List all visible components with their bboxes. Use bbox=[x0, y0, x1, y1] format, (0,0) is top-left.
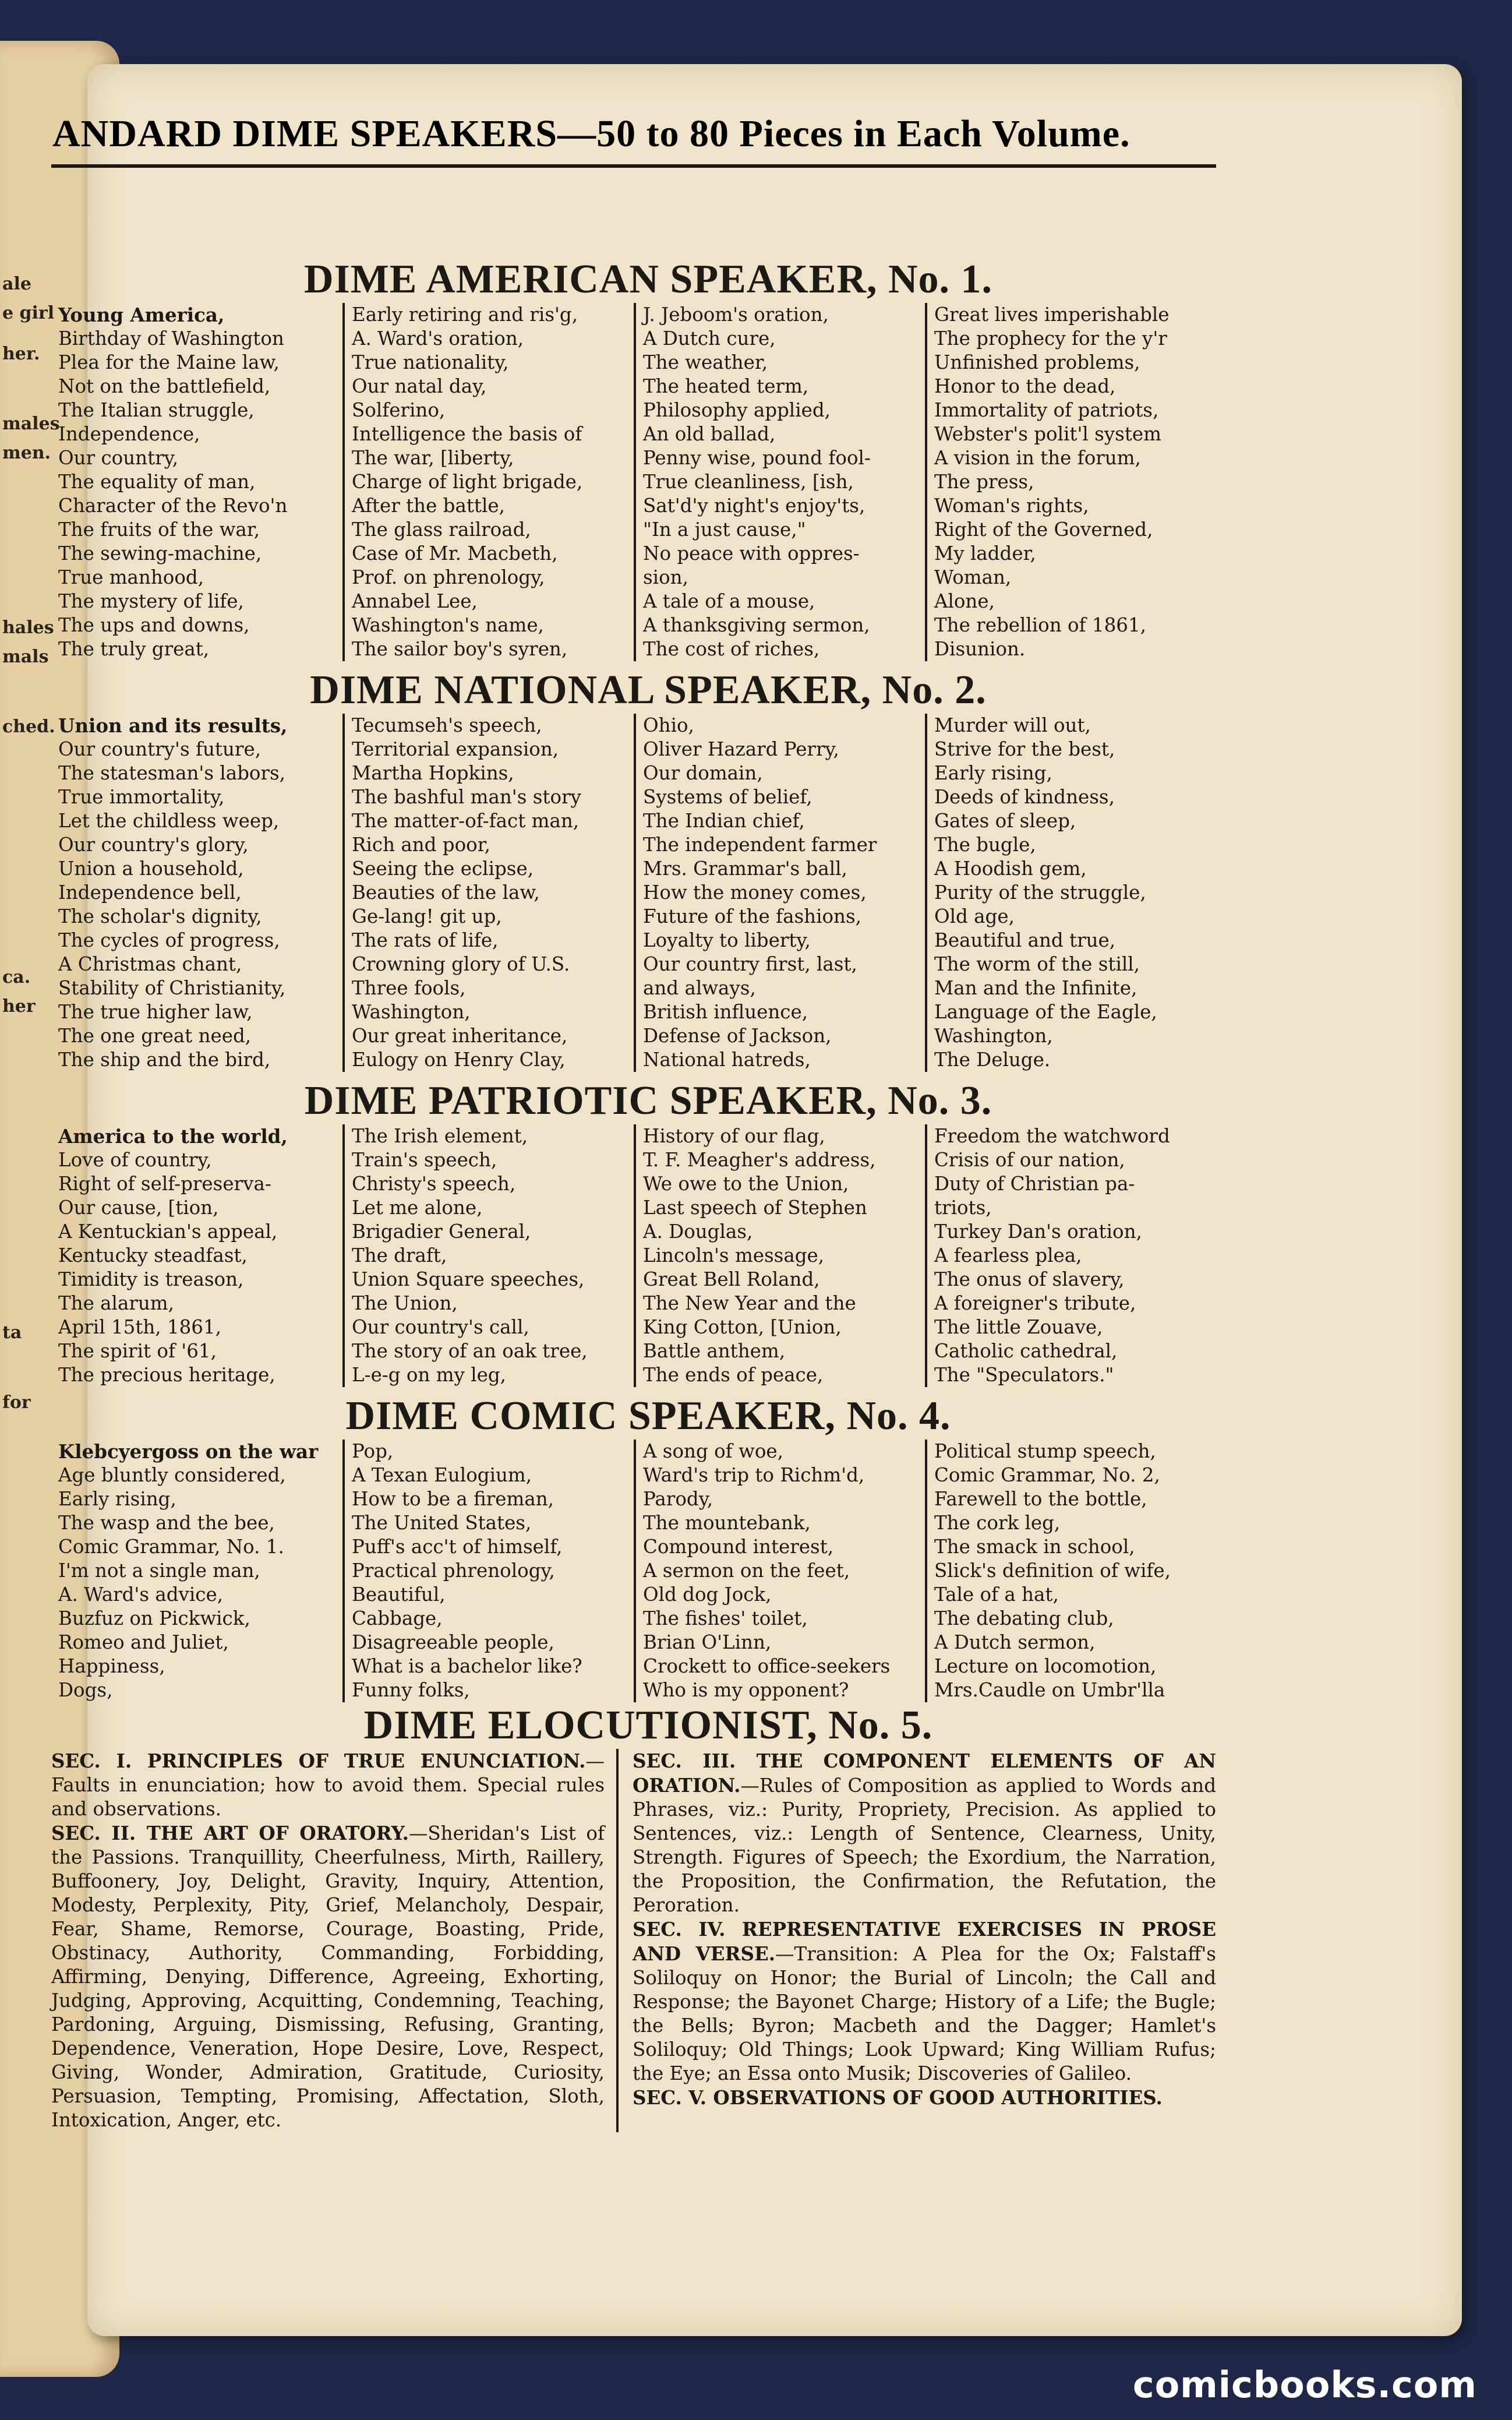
speech-title: The Irish element, bbox=[352, 1125, 528, 1147]
speech-title: An old ballad, bbox=[643, 423, 776, 445]
column bbox=[342, 303, 634, 661]
speech-title: Duty of Christian pa- bbox=[934, 1173, 1135, 1195]
speech-title: The ends of peace, bbox=[643, 1364, 824, 1386]
speech-title: and always, bbox=[643, 977, 756, 999]
speech-title: Annabel Lee, bbox=[352, 590, 478, 612]
speech-title: Language of the Eagle, bbox=[934, 1001, 1157, 1023]
speech-title: The "Speculators." bbox=[934, 1364, 1114, 1386]
speech-title: The Deluge. bbox=[934, 1049, 1051, 1071]
speech-title: True manhood, bbox=[58, 566, 204, 588]
section-title: DIME NATIONAL SPEAKER, No. 2. bbox=[310, 668, 987, 712]
speech-title: Birthday of Washington bbox=[58, 327, 284, 350]
speech-title: Our country first, last, bbox=[643, 953, 857, 975]
elocutionist-right-column bbox=[616, 1749, 1216, 2132]
speech-title: The heated term, bbox=[643, 375, 809, 397]
elocution-section-heading: SEC. I. PRINCIPLES OF TRUE ENUNCIATION. bbox=[51, 1749, 586, 1772]
speech-title: Beauties of the law, bbox=[352, 881, 540, 904]
speech-title: Turkey Dan's oration, bbox=[934, 1220, 1142, 1243]
speech-title: History of our flag, bbox=[643, 1125, 825, 1147]
speech-title: King Cotton, [Union, bbox=[643, 1316, 842, 1338]
speech-title: triots, bbox=[934, 1197, 992, 1219]
speech-title: The war, [liberty, bbox=[352, 447, 514, 469]
elocution-section bbox=[633, 2086, 1216, 2110]
elocution-section bbox=[51, 1821, 605, 2132]
speech-title: A Dutch sermon, bbox=[934, 1631, 1096, 1653]
speech-title: The precious heritage, bbox=[58, 1364, 275, 1386]
speech-title: Early rising, bbox=[934, 762, 1052, 784]
speech-title: Unfinished problems, bbox=[934, 351, 1140, 373]
speech-title: Who is my opponent? bbox=[643, 1679, 849, 1701]
column bbox=[634, 1440, 925, 1702]
speech-title: Washington, bbox=[934, 1025, 1053, 1047]
speech-title: Charge of light brigade, bbox=[352, 471, 583, 493]
speech-title: Battle anthem, bbox=[643, 1340, 786, 1362]
speech-title: Seeing the eclipse, bbox=[352, 858, 534, 880]
speech-title: National hatreds, bbox=[643, 1049, 811, 1071]
speech-title: Old dog Jock, bbox=[643, 1583, 772, 1606]
elocutionist-left-column bbox=[51, 1749, 616, 2132]
speech-title: Stability of Christianity, bbox=[58, 977, 286, 999]
speech-title: Our country's call, bbox=[352, 1316, 529, 1338]
speech-title: We owe to the Union, bbox=[643, 1173, 849, 1195]
speech-title: Christy's speech, bbox=[352, 1173, 516, 1195]
speech-title: Our great inheritance, bbox=[352, 1025, 568, 1047]
speech-title: Martha Hopkins, bbox=[352, 762, 514, 784]
speech-title: A Christmas chant, bbox=[58, 953, 242, 975]
speech-title: Early retiring and ris'g, bbox=[352, 304, 578, 326]
facing-page-fragment: her. bbox=[2, 344, 40, 364]
speech-title: The Italian struggle, bbox=[58, 399, 255, 421]
column bbox=[925, 1124, 1216, 1387]
speech-title: Great Bell Roland, bbox=[643, 1268, 820, 1290]
speech-title: Woman's rights, bbox=[934, 495, 1089, 517]
column bbox=[634, 714, 925, 1072]
speech-title: Mrs. Grammar's ball, bbox=[643, 858, 847, 880]
speech-title: How to be a fireman, bbox=[352, 1488, 554, 1510]
speech-title: Disagreeable people, bbox=[352, 1631, 554, 1653]
speech-title: Young America, bbox=[58, 304, 225, 326]
speech-title: Cabbage, bbox=[352, 1607, 443, 1629]
elocution-section-text: —Rules of Composition as applied to Words and Phrases, viz.: Purity, Propriety, Precision. As applied to Sentences, viz.: Length of Sentence, Clearness, Unity, Strength. Figures of Speech; the Exordium, the Narration, the Proposition, the Confirmation, the Refutation, the Peroration. bbox=[633, 1775, 1216, 1916]
speech-title: Ge-lang! git up, bbox=[352, 905, 502, 927]
section-columns bbox=[51, 1440, 1216, 1702]
speech-title: The truly great, bbox=[58, 638, 210, 660]
speech-title: Our country's glory, bbox=[58, 834, 249, 856]
speech-title: True nationality, bbox=[352, 351, 509, 373]
elocution-section-heading: SEC. III. THE COMPONENT ELEMENTS OF AN ORATION. bbox=[633, 1749, 1216, 1797]
elocution-section-heading: SEC. IV. REPRESENTATIVE EXERCISES IN PROSE AND VERSE. bbox=[633, 1918, 1216, 1965]
speech-title: Train's speech, bbox=[352, 1149, 497, 1171]
speech-title: Mrs.Caudle on Umbr'lla bbox=[934, 1679, 1165, 1701]
elocution-section-text: —Transition: A Plea for the Ox; Falstaff's Soliloquy on Honor; the Burial of Lincoln; the Call and Response; the Bayonet Charge; History of a Life; the Bugle; the Bells; Byron; Macbeth and the Dagger; Hamlet's Soliloquy; Old Things; Look Upward; King William Rufus; the Eye; an Essa onto Musik; Discoveries of Galileo. bbox=[633, 1943, 1216, 2084]
speech-title: Tale of a hat, bbox=[934, 1583, 1059, 1606]
speech-title: Eulogy on Henry Clay, bbox=[352, 1049, 566, 1071]
speech-title: A. Ward's advice, bbox=[58, 1583, 224, 1606]
page-content bbox=[51, 117, 1245, 2132]
speech-title: The alarum, bbox=[58, 1292, 174, 1314]
speech-title: A foreigner's tribute, bbox=[934, 1292, 1136, 1314]
speech-title: Let the childless weep, bbox=[58, 810, 280, 832]
speech-title: The prophecy for the y'r bbox=[934, 327, 1167, 350]
speech-title: A vision in the forum, bbox=[934, 447, 1141, 469]
speech-title: The Indian chief, bbox=[643, 810, 805, 832]
speech-title: Our country's future, bbox=[58, 738, 262, 760]
speech-title: Woman, bbox=[934, 566, 1012, 588]
speech-title: A song of woe, bbox=[643, 1440, 783, 1462]
speech-title: Parody, bbox=[643, 1488, 713, 1510]
elocution-section bbox=[51, 1749, 605, 1821]
speech-title: Independence bell, bbox=[58, 881, 242, 904]
speech-title: Kentucky steadfast, bbox=[58, 1244, 248, 1267]
speech-title: A. Ward's oration, bbox=[352, 327, 524, 350]
elocution-section bbox=[633, 1917, 1216, 2086]
speech-title: No peace with oppres- bbox=[643, 542, 860, 565]
speech-title: The onus of slavery, bbox=[934, 1268, 1125, 1290]
speech-title: Let me alone, bbox=[352, 1197, 483, 1219]
column bbox=[634, 303, 925, 661]
speech-title: Sat'd'y night's enjoy'ts, bbox=[643, 495, 865, 517]
speech-title: Romeo and Juliet, bbox=[58, 1631, 229, 1653]
speech-title: A Kentuckian's appeal, bbox=[58, 1220, 278, 1243]
facing-page-fragment: men. bbox=[2, 443, 51, 463]
speech-title: Systems of belief, bbox=[643, 786, 812, 808]
speech-title: Comic Grammar, No. 1. bbox=[58, 1536, 284, 1558]
speech-title: Washington's name, bbox=[352, 614, 544, 636]
speech-title: The United States, bbox=[352, 1512, 532, 1534]
speech-title: Farewell to the bottle, bbox=[934, 1488, 1147, 1510]
speech-title: Strive for the best, bbox=[934, 738, 1115, 760]
speech-title: A sermon on the feet, bbox=[643, 1560, 850, 1582]
speech-title: Our cause, [tion, bbox=[58, 1197, 219, 1219]
speech-title: Last speech of Stephen bbox=[643, 1197, 867, 1219]
speech-title: Comic Grammar, No. 2, bbox=[934, 1464, 1160, 1486]
speech-title: Age bluntly considered, bbox=[58, 1464, 286, 1486]
elocution-section-text: —Faults in enunciation; how to avoid them. Special rules and observations. bbox=[51, 1750, 605, 1820]
speech-title: Rich and poor, bbox=[352, 834, 491, 856]
speech-title: Alone, bbox=[934, 590, 995, 612]
facing-page-fragment: mals bbox=[2, 647, 49, 667]
speech-title: The true higher law, bbox=[58, 1001, 253, 1023]
column bbox=[51, 1124, 342, 1387]
section-title: DIME PATRIOTIC SPEAKER, No. 3. bbox=[304, 1078, 992, 1123]
speech-title: Brian O'Linn, bbox=[643, 1631, 772, 1653]
facing-page-fragment: ale bbox=[2, 274, 31, 294]
speech-title: Early rising, bbox=[58, 1488, 176, 1510]
speech-title: Our domain, bbox=[643, 762, 763, 784]
facing-page-fragment: for bbox=[2, 1392, 31, 1413]
speech-title: Pop, bbox=[352, 1440, 394, 1462]
page-header: ANDARD DIME SPEAKERS—50 to 80 Pieces in Each Volume. bbox=[52, 112, 1131, 155]
section-columns bbox=[51, 303, 1216, 661]
speech-title: The weather, bbox=[643, 351, 768, 373]
speech-title: Three fools, bbox=[352, 977, 466, 999]
speech-title: Lecture on locomotion, bbox=[934, 1655, 1157, 1677]
speech-title: The sailor boy's syren, bbox=[352, 638, 568, 660]
speech-title: A Dutch cure, bbox=[643, 327, 776, 350]
speech-title: The fishes' toilet, bbox=[643, 1607, 808, 1629]
speech-title: Character of the Revo'n bbox=[58, 495, 288, 517]
speech-title: Not on the battlefield, bbox=[58, 375, 271, 397]
speech-title: Ward's trip to Richm'd, bbox=[643, 1464, 865, 1486]
speech-title: Territorial expansion, bbox=[352, 738, 559, 760]
elocution-section-heading: SEC. V. OBSERVATIONS OF GOOD AUTHORITIES. bbox=[633, 2086, 1163, 2109]
speech-title: Slick's definition of wife, bbox=[934, 1560, 1171, 1582]
speech-title: What is a bachelor like? bbox=[352, 1655, 582, 1677]
speech-title: Union and its results, bbox=[58, 714, 288, 737]
column bbox=[634, 1124, 925, 1387]
speech-title: The bashful man's story bbox=[352, 786, 581, 808]
speech-title: Freedom the watchword bbox=[934, 1125, 1170, 1147]
elocutionist-body bbox=[51, 1749, 1216, 2132]
speech-title: The bugle, bbox=[934, 834, 1036, 856]
speech-title: T. F. Meagher's address, bbox=[643, 1149, 876, 1171]
facing-page-fragment: e girl bbox=[2, 303, 55, 323]
speech-title: Old age, bbox=[934, 905, 1015, 927]
speech-title: A Texan Eulogium, bbox=[352, 1464, 532, 1486]
column bbox=[51, 303, 342, 661]
speech-title: America to the world, bbox=[58, 1125, 288, 1148]
facing-page-fragment: her bbox=[2, 996, 36, 1017]
speech-title: Catholic cathedral, bbox=[934, 1340, 1118, 1362]
speech-title: My ladder, bbox=[934, 542, 1036, 565]
speech-title: Great lives imperishable bbox=[934, 304, 1170, 326]
speech-title: The spirit of '61, bbox=[58, 1340, 217, 1362]
section-title-elocutionist: DIME ELOCUTIONIST, No. 5. bbox=[363, 1703, 933, 1748]
speech-title: Independence, bbox=[58, 423, 200, 445]
speech-title: A Hoodish gem, bbox=[934, 858, 1087, 880]
speech-title: Right of self-preserva- bbox=[58, 1173, 271, 1195]
speech-title: The story of an oak tree, bbox=[352, 1340, 588, 1362]
speech-title: British influence, bbox=[643, 1001, 808, 1023]
speech-title: Brigadier General, bbox=[352, 1220, 531, 1243]
section-columns bbox=[51, 1124, 1216, 1387]
elocution-section bbox=[633, 1749, 1216, 1917]
speech-title: Disunion. bbox=[934, 638, 1026, 660]
speech-title: The press, bbox=[934, 471, 1034, 493]
speech-title: April 15th, 1861, bbox=[58, 1316, 221, 1338]
elocution-section-text: —Sheridan's List of the Passions. Tranquillity, Cheerfulness, Mirth, Raillery, Buffoonery, Joy, Delight, Gravity, Inquiry, Attention, Modesty, Perplexity, Pity, Grief, Melancholy, Despair, Fear, Shame, Remorse, Courage, Boasting, Pride, Obstinacy, Authority, Commanding, Forbidding, Affirming, Denying, Difference, Agreeing, Exhorting, Judging, Approving, Acquitting, Condemning, Teaching, Pardoning, Arguing, Dismissing, Refusing, Granting, Dependence, Veneration, Hope Desire, Love, Respect, Giving, Wonder, Admiration, Gratitude, Curiosity, Persuasion, Tempting, Promising, Affectation, Sloth, Intoxication, Anger, etc. bbox=[51, 1822, 605, 2131]
speech-title: After the battle, bbox=[352, 495, 505, 517]
speech-title: The scholar's dignity, bbox=[58, 905, 262, 927]
column bbox=[925, 1440, 1216, 1702]
speech-title: Dogs, bbox=[58, 1679, 113, 1701]
speech-title: Puff's acc't of himself, bbox=[352, 1536, 563, 1558]
speech-title: Webster's polit'l system bbox=[934, 423, 1161, 445]
speech-title: The equality of man, bbox=[58, 471, 256, 493]
speech-title: Deeds of kindness, bbox=[934, 786, 1115, 808]
speech-title: Man and the Infinite, bbox=[934, 977, 1137, 999]
speech-title: The ship and the bird, bbox=[58, 1049, 271, 1071]
speech-title: Penny wise, pound fool- bbox=[643, 447, 871, 469]
speech-title: The one great need, bbox=[58, 1025, 252, 1047]
speech-title: The Union, bbox=[352, 1292, 458, 1314]
speech-title: Crowning glory of U.S. bbox=[352, 953, 570, 975]
speech-title: A thanksgiving sermon, bbox=[643, 614, 870, 636]
speech-title: The rebellion of 1861, bbox=[934, 614, 1146, 636]
speech-title: The worm of the still, bbox=[934, 953, 1140, 975]
speech-title: True immortality, bbox=[58, 786, 225, 808]
speech-title: Beautiful, bbox=[352, 1583, 446, 1606]
speech-title: The smack in school, bbox=[934, 1536, 1135, 1558]
speech-title: Beautiful and true, bbox=[934, 929, 1116, 951]
speech-title: Intelligence the basis of bbox=[352, 423, 582, 445]
speech-title: Funny folks, bbox=[352, 1679, 470, 1701]
speech-title: Timidity is treason, bbox=[58, 1268, 244, 1290]
facing-page-fragment: hales bbox=[2, 618, 54, 638]
speech-title: Happiness, bbox=[58, 1655, 165, 1677]
column bbox=[342, 1124, 634, 1387]
speech-title: Tecumseh's speech, bbox=[352, 714, 542, 736]
speech-title: J. Jeboom's oration, bbox=[643, 304, 829, 326]
speech-title: Crockett to office-seekers bbox=[643, 1655, 891, 1677]
speech-title: The cork leg, bbox=[934, 1512, 1061, 1534]
speech-title: Union Square speeches, bbox=[352, 1268, 585, 1290]
speech-title: Union a household, bbox=[58, 858, 244, 880]
facing-page-fragment: males bbox=[2, 414, 60, 434]
speech-title: The cycles of progress, bbox=[58, 929, 280, 951]
speech-title: How the money comes, bbox=[643, 881, 867, 904]
speech-title: L-e-g on my leg, bbox=[352, 1364, 507, 1386]
speech-title: Immortality of patriots, bbox=[934, 399, 1159, 421]
speech-title: A fearless plea, bbox=[934, 1244, 1082, 1267]
speech-title: The draft, bbox=[352, 1244, 447, 1267]
speech-title: Klebcyergoss on the war bbox=[58, 1440, 319, 1463]
speech-title: Oliver Hazard Perry, bbox=[643, 738, 839, 760]
speech-title: The mystery of life, bbox=[58, 590, 244, 612]
speech-title: Political stump speech, bbox=[934, 1440, 1156, 1462]
speech-title: Philosophy applied, bbox=[643, 399, 831, 421]
speech-title: Gates of sleep, bbox=[934, 810, 1076, 832]
section-columns bbox=[51, 714, 1216, 1072]
speech-title: Love of country, bbox=[58, 1149, 212, 1171]
column bbox=[342, 714, 634, 1072]
speech-title: The independent farmer bbox=[643, 834, 877, 856]
column bbox=[925, 714, 1216, 1072]
speech-title: Buzfuz on Pickwick, bbox=[58, 1607, 250, 1629]
speech-title: Our country, bbox=[58, 447, 179, 469]
speech-title: Our natal day, bbox=[352, 375, 487, 397]
speech-title: The debating club, bbox=[934, 1607, 1114, 1629]
speech-title: The rats of life, bbox=[352, 929, 499, 951]
speech-title: The little Zouave, bbox=[934, 1316, 1103, 1338]
header-spacer bbox=[51, 117, 1245, 256]
speech-title: Practical phrenology, bbox=[352, 1560, 555, 1582]
speech-title: sion, bbox=[643, 566, 688, 588]
speech-title: True cleanliness, [ish, bbox=[643, 471, 854, 493]
speech-title: Defense of Jackson, bbox=[643, 1025, 832, 1047]
speech-title: "In a just cause," bbox=[643, 518, 806, 541]
facing-page-fragment: ta bbox=[2, 1322, 22, 1343]
facing-page-fragment: ca. bbox=[2, 967, 31, 987]
speech-title: Crisis of our nation, bbox=[934, 1149, 1125, 1171]
speech-title: Prof. on phrenology, bbox=[352, 566, 545, 588]
speech-title: The matter-of-fact man, bbox=[352, 810, 580, 832]
elocution-section-heading: SEC. II. THE ART OF ORATORY. bbox=[51, 1822, 409, 1844]
facing-page-fragment: ched. bbox=[2, 717, 55, 737]
speech-title: Case of Mr. Macbeth, bbox=[352, 542, 558, 565]
speech-title: The glass railroad, bbox=[352, 518, 531, 541]
speech-title: Plea for the Maine law, bbox=[58, 351, 280, 373]
speech-title: Purity of the struggle, bbox=[934, 881, 1146, 904]
speech-title: Compound interest, bbox=[643, 1536, 834, 1558]
speech-title: Washington, bbox=[352, 1001, 471, 1023]
watermark: comicbooks.com bbox=[1132, 2363, 1477, 2406]
column bbox=[342, 1440, 634, 1702]
speech-title: Loyalty to liberty, bbox=[643, 929, 811, 951]
speech-title: The cost of riches, bbox=[643, 638, 820, 660]
speech-title: Lincoln's message, bbox=[643, 1244, 825, 1267]
speech-title: The fruits of the war, bbox=[58, 518, 260, 541]
section-title: DIME COMIC SPEAKER, No. 4. bbox=[345, 1394, 951, 1438]
speech-title: The statesman's labors, bbox=[58, 762, 286, 784]
speech-title: Future of the fashions, bbox=[643, 905, 861, 927]
speaker-sections bbox=[51, 256, 1245, 1702]
speech-title: Ohio, bbox=[643, 714, 694, 736]
speech-title: The sewing-machine, bbox=[58, 542, 262, 565]
speech-title: I'm not a single man, bbox=[58, 1560, 260, 1582]
speech-title: Right of the Governed, bbox=[934, 518, 1153, 541]
speech-title: A. Douglas, bbox=[643, 1220, 753, 1243]
speech-title: Murder will out, bbox=[934, 714, 1091, 736]
column bbox=[51, 714, 342, 1072]
section-title: DIME AMERICAN SPEAKER, No. 1. bbox=[303, 257, 993, 302]
speech-title: Honor to the dead, bbox=[934, 375, 1116, 397]
speech-title: The ups and downs, bbox=[58, 614, 250, 636]
speech-title: A tale of a mouse, bbox=[643, 590, 815, 612]
speech-title: The wasp and the bee, bbox=[58, 1512, 275, 1534]
speech-title: Solferino, bbox=[352, 399, 446, 421]
speech-title: The New Year and the bbox=[643, 1292, 856, 1314]
speech-title: The mountebank, bbox=[643, 1512, 811, 1534]
column bbox=[51, 1440, 342, 1702]
column bbox=[925, 303, 1216, 661]
